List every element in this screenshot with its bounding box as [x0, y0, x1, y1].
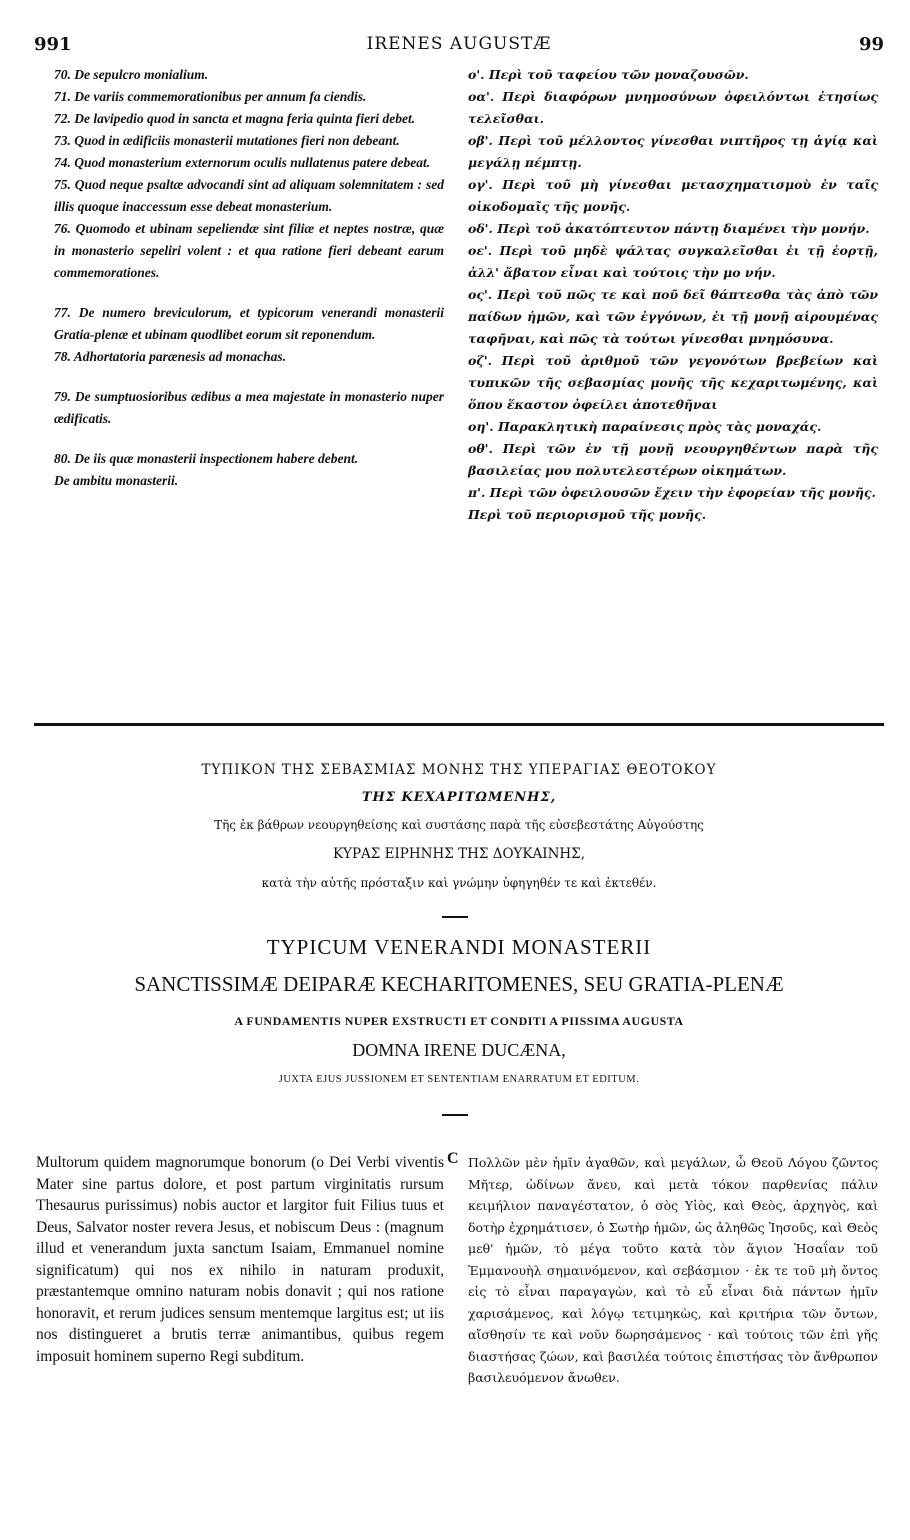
latin-body-text: Multorum quidem magnorumque bonorum (o Dei Verbi viventis Mater sine partus dolore, et post partum virginitatis rursum Thesaurus purissimus) nobis auctor et largitor fuit Filius tuus et Deus, Salvator noster revera Jesus, et nobiscum Deus : (magnum illud et venerandum juxta sanctum Isaiam, Emmanuel nomine significatum) qui nos ex nihilo in naturam produxit, præstantemque omnino naturam nobis donavit ; qui nos ratione honoravit, et rerum judices sensum mentemque largitus est; ut iis nos distingueret a brutis terræ animantibus, quibus regem imposuit hominem superno Regi subditum. — [36, 1154, 444, 1365]
title-separator — [442, 1114, 468, 1116]
spacer — [54, 368, 444, 386]
greek-title-line: κατὰ τὴν αὐτῆς πρόσταξιν καὶ γνώμην ὑφηγηθέν τε καὶ ἐκτεθέν. — [261, 876, 657, 890]
toc-latin-item: 80. De iis quæ monasterii inspectionem habere debent. — [54, 451, 359, 466]
toc-greek-item: ο'. Περὶ τοῦ ταφείου τῶν μοναζουσῶν. — [468, 67, 749, 82]
page-number-right: 99 — [858, 34, 884, 55]
toc-greek-item: π'. Περὶ τῶν ὀφειλουσῶν ἔχειν τὴν ἐφορείαν τῆς μονῆς. — [468, 485, 876, 500]
toc-latin-item: 72. De lavipedio quod in sancta et magna feria quinta fieri debet. — [54, 111, 416, 126]
toc-latin-item: 78. Adhortatoria parænesis ad monachas. — [54, 349, 287, 364]
toc-greek-item: ος'. Περὶ τοῦ πῶς τε καὶ ποῦ δεῖ θάπτεσθα τὰς ἀπὸ τῶν παίδων ἡμῶν, καὶ τῶν ἐγγόνων, ἐι τῇ μονῇ αἱρουμένας ταφῆναι, καὶ πῶς τὰ τούτωι γίνεσθαι μνημόσυνα. — [468, 287, 878, 346]
toc-latin-item: 71. De variis commemorationibus per annum fa ciendis. — [54, 89, 367, 104]
spacer — [54, 284, 444, 302]
title-separator — [442, 916, 468, 918]
running-title: IRENES AUGUSTÆ — [366, 34, 552, 54]
toc-greek-item: οα'. Περὶ διαφόρων μνημοσύνων ὀφειλόντωι ἐτησίως τελεῖσθαι. — [468, 89, 878, 126]
margin-letter: C — [447, 1150, 459, 1167]
greek-title-line: ΚΥΡΑΣ ΕΙΡΗΝΗΣ ΤΗΣ ΔΟΥΚΑΙΝΗΣ, — [332, 846, 586, 862]
toc-latin-item: 79. De sumptuosioribus ædibus a mea majestate in monasterio nuper ædificatis. — [54, 389, 444, 426]
toc-latin-item: De ambitu monasterii. — [54, 473, 179, 488]
greek-title-line: ΤΗΣ ΚΕΧΑΡΙΤΩΜΕΝΗΣ, — [361, 790, 557, 805]
toc-greek-item: οθ'. Περὶ τῶν ἐν τῇ μονῇ νεουργηθέντων παρὰ τῆς βασιλείας μου πολυτελεστέρων οἰκημάτων. — [468, 441, 878, 478]
page-number-left: 991 — [34, 34, 72, 55]
latin-title-line: SANCTISSIMÆ DEIPARÆ KECHARITOMENES, SEU GRATIA-PLENÆ — [134, 972, 784, 996]
toc-greek-item: οη'. Παρακλητικὴ παραίνεσις πρὸς τὰς μοναχάς. — [468, 419, 822, 434]
toc-greek-item: ογ'. Περὶ τοῦ μὴ γίνεσθαι μετασχηματισμοὺ ἐν ταῖς οἰκοδομαῖς τῆς μονῆς. — [468, 177, 878, 214]
toc-latin-item: 77. De numero breviculorum, et typicorum venerandi monasterii Gratia-plenæ et ubinam quodlibet eorum sit reponendum. — [54, 305, 444, 342]
toc-greek-item: οβ'. Περὶ τοῦ μέλλοντος γίνεσθαι νιπτῆρος τῃ ἁγίᾳ καὶ μεγάλῃ πέμπτῃ. — [468, 133, 878, 170]
latin-title-line: JUXTA EJUS JUSSIONEM ET SENTENTIAM ENARRATUM ET EDITUM. — [278, 1074, 640, 1085]
toc-greek-column — [468, 64, 878, 526]
section-divider — [34, 723, 884, 726]
toc-greek-item: οε'. Περὶ τοῦ μηδὲ ψάλτας συγκαλεῖσθαι ἐι τῇ ἑορτῇ, ἀλλ' ἄβατον εἶναι καὶ τούτοις τὴν μο νήν. — [468, 243, 878, 280]
toc-latin-item: 73. Quod in ædificiis monasterii mutationes fieri non debeant. — [54, 133, 400, 148]
toc-latin-column — [54, 64, 444, 492]
spacer — [54, 430, 444, 448]
greek-title-line: ΤΥΠΙΚΟΝ ΤΗΣ ΣΕΒΑΣΜΙΑΣ ΜΟΝΗΣ ΤΗΣ ΥΠΕΡΑΓΙΑΣ ΘΕΟΤΟΚΟΥ — [201, 762, 717, 778]
toc-latin-item: 76. Quomodo et ubinam sepeliendæ sint filiæ et neptes nostræ, quæ in monasterio sepeliri volent : et qua ratione fieri debeant earum commemorationes. — [54, 221, 444, 280]
toc-greek-item: οζ'. Περὶ τοῦ ἀριθμοῦ τῶν γεγονότων βρεβείων καὶ τυπικῶν τῆς σεβασμίας μονῆς τῆς κεχαριτωμένης, καὶ ὅπου ἕκαστον ὀφείλει ἀποτεθῆναι — [468, 353, 878, 412]
toc-latin-item: 70. De sepulcro monialium. — [54, 67, 209, 82]
latin-title-line: TYPICUM VENERANDI MONASTERII — [266, 935, 652, 959]
greek-body-text: Πολλῶν μὲν ἡμῖν ἀγαθῶν, καὶ μεγάλων, ὦ Θεοῦ Λόγου ζῶντος Μῆτερ, ὠδίνων ἄνευ, καὶ μετὰ τόκον παρθενίας πάλιν κειμήλιον παναγέστατον, ὁ σὸς Υἱὸς, καὶ Θεὸς, ἀρχηγὸς, καὶ δοτὴρ ἐχρημάτισεν, ὁ Σωτὴρ ἡμῶν, ὡς ἀληθῶς Ἰησοῦς, καὶ Θεὸς μεθ' ἡμῶν, τὸ μέγα τοῦτο κατὰ τὸν ἅγιον Ἡσαΐαν τοῦ Ἐμμανουὴλ σημαινόμενον, καὶ σεβάσμιον · ἐκ τε τοῦ μὴ ὄντος εἰς τὸ εἶναι παραγαγὼν, καὶ τὸ εὖ εἶναι διὰ πάντων ἡμῖν χαρισάμενος, καὶ λόγῳ τετιμηκὼς, καὶ κριτήρια τῶν ὄντων, αἴσθησίν τε καὶ νοῦν δωρησάμενος · καὶ τούτοις τῶν ἐπὶ γῆς διαστήσας ζώων, καὶ βασιλέα τούτοις ἐπιστήσας τὸν ἄνθρωπον βασιλευόμενον ἄνωθεν. — [468, 1155, 878, 1385]
latin-title-line: DOMNA IRENE DUCÆNA, — [352, 1040, 566, 1060]
toc-latin-item: 74. Quod monasterium externorum oculis nullatenus patere debeat. — [54, 155, 431, 170]
toc-greek-item: οδ'. Περὶ τοῦ ἀκατόπτευτον πάντῃ διαμένει τὴν μονήν. — [468, 221, 870, 236]
greek-title-line: Τῆς ἐκ βάθρων νεουργηθείσης καὶ συστάσης παρὰ τῆς εὐσεβεστάτης Αὐγούστης — [214, 818, 704, 832]
latin-title-line: A FUNDAMENTIS NUPER EXSTRUCTI ET CONDITI A PIISSIMA AUGUSTA — [234, 1014, 684, 1028]
toc-greek-item: Περὶ τοῦ περιορισμοῦ τῆς μονῆς. — [468, 507, 707, 522]
running-header — [34, 34, 884, 58]
toc-latin-item: 75. Quod neque psaltæ advocandi sint ad aliquam solemnitatem : sed illis quoque inaccessum esse debeat monasterium. — [54, 177, 444, 214]
